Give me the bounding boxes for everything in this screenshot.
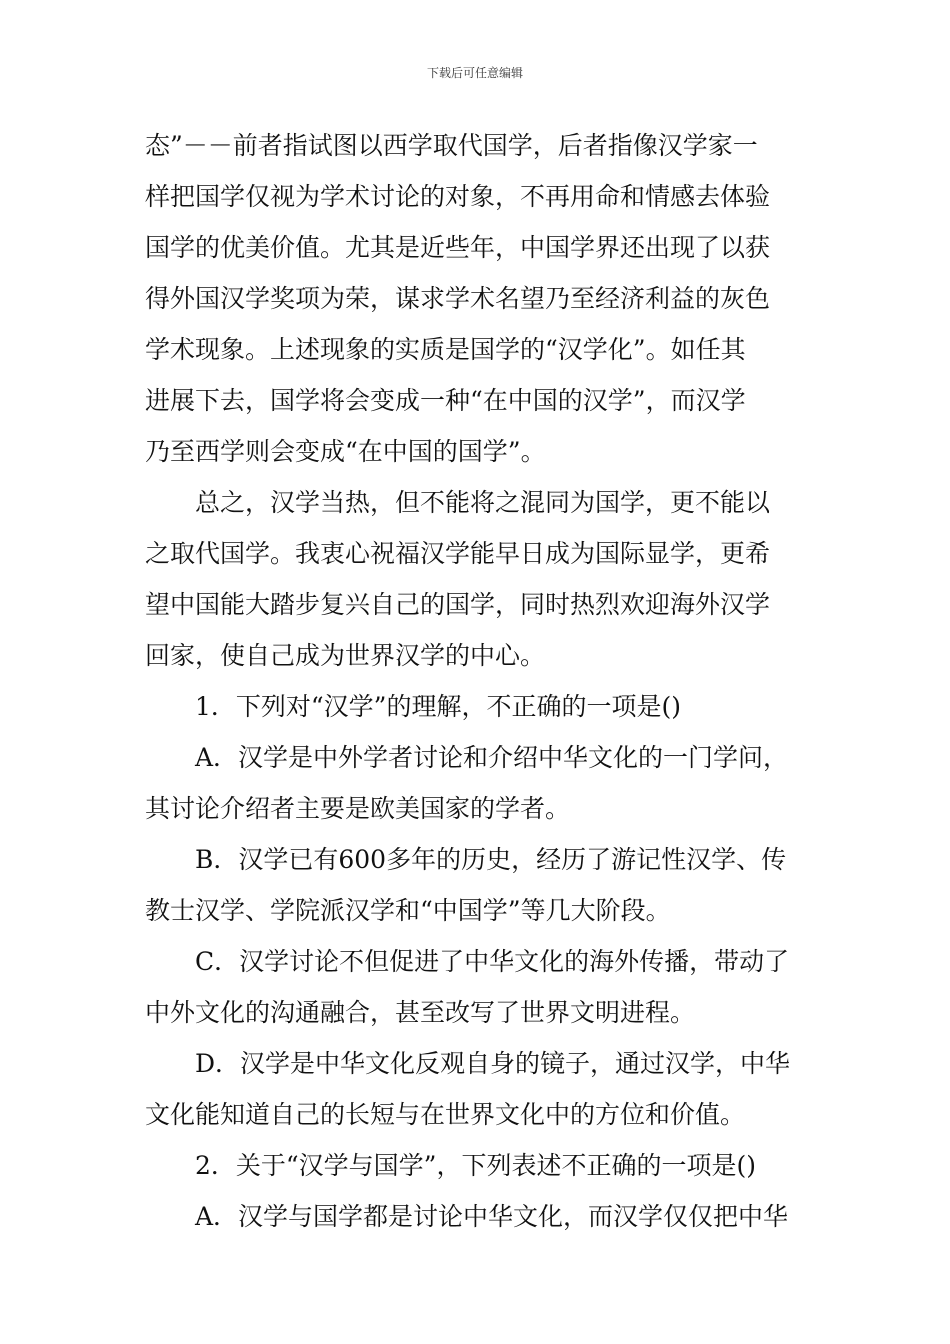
text-line: 中外文化的沟通融合，甚至改写了世界文明进程。 (145, 998, 696, 1027)
paragraph-start: 总之，汉学当热，但不能将之混同为国学，更不能以 (195, 488, 771, 517)
q1-option-d: D．汉学是中华文化反观自身的镜子，通过汉学，中华 (195, 1049, 791, 1078)
q1-option-a: A．汉学是中外学者讨论和介绍中华文化的一门学问， (195, 743, 789, 772)
q2-option-a: A．汉学与国学都是讨论中华文化，而汉学仅仅把中华 (195, 1202, 789, 1231)
text-line: 国学的优美价值。尤其是近些年，中国学界还出现了以获 (145, 233, 771, 262)
question-2: 2．关于“汉学与国学”，下列表述不正确的一项是() (195, 1151, 756, 1180)
text-line: 回家，使自己成为世界汉学的中心。 (145, 641, 546, 670)
text-line: 其讨论介绍者主要是欧美国家的学者。 (145, 794, 571, 823)
page-header: 下载后可任意编辑 (426, 66, 523, 80)
text-line: 学术现象。上述现象的实质是国学的“汉学化”。如任其 (145, 335, 746, 364)
text-line: 态”－－前者指试图以西学取代国学，后者指像汉学家一 (145, 131, 758, 160)
q1-option-b: B．汉学已有600多年的历史，经历了游记性汉学、传 (195, 845, 787, 874)
text-line: 文化能知道自己的长短与在世界文化中的方位和价值。 (145, 1100, 746, 1129)
text-line: 望中国能大踏步复兴自己的国学，同时热烈欢迎海外汉学 (145, 590, 771, 619)
text-line: 样把国学仅视为学术讨论的对象，不再用命和情感去体验 (145, 182, 771, 211)
question-1: 1．下列对“汉学”的理解，不正确的一项是() (195, 692, 681, 721)
text-line: 教士汉学、学院派汉学和“中国学”等几大阶段。 (145, 896, 671, 925)
text-line: 得外国汉学奖项为荣，谋求学术名望乃至经济利益的灰色 (145, 284, 771, 313)
text-line: 进展下去，国学将会变成一种“在中国的汉学”，而汉学 (145, 386, 746, 415)
document-body (145, 128, 807, 1250)
text-line: 之取代国学。我衷心祝福汉学能早日成为国际显学，更希 (145, 539, 771, 568)
q1-option-c: C．汉学讨论不但促进了中华文化的海外传播，带动了 (195, 947, 790, 976)
text-line: 乃至西学则会变成“在中国的国学”。 (145, 437, 546, 466)
